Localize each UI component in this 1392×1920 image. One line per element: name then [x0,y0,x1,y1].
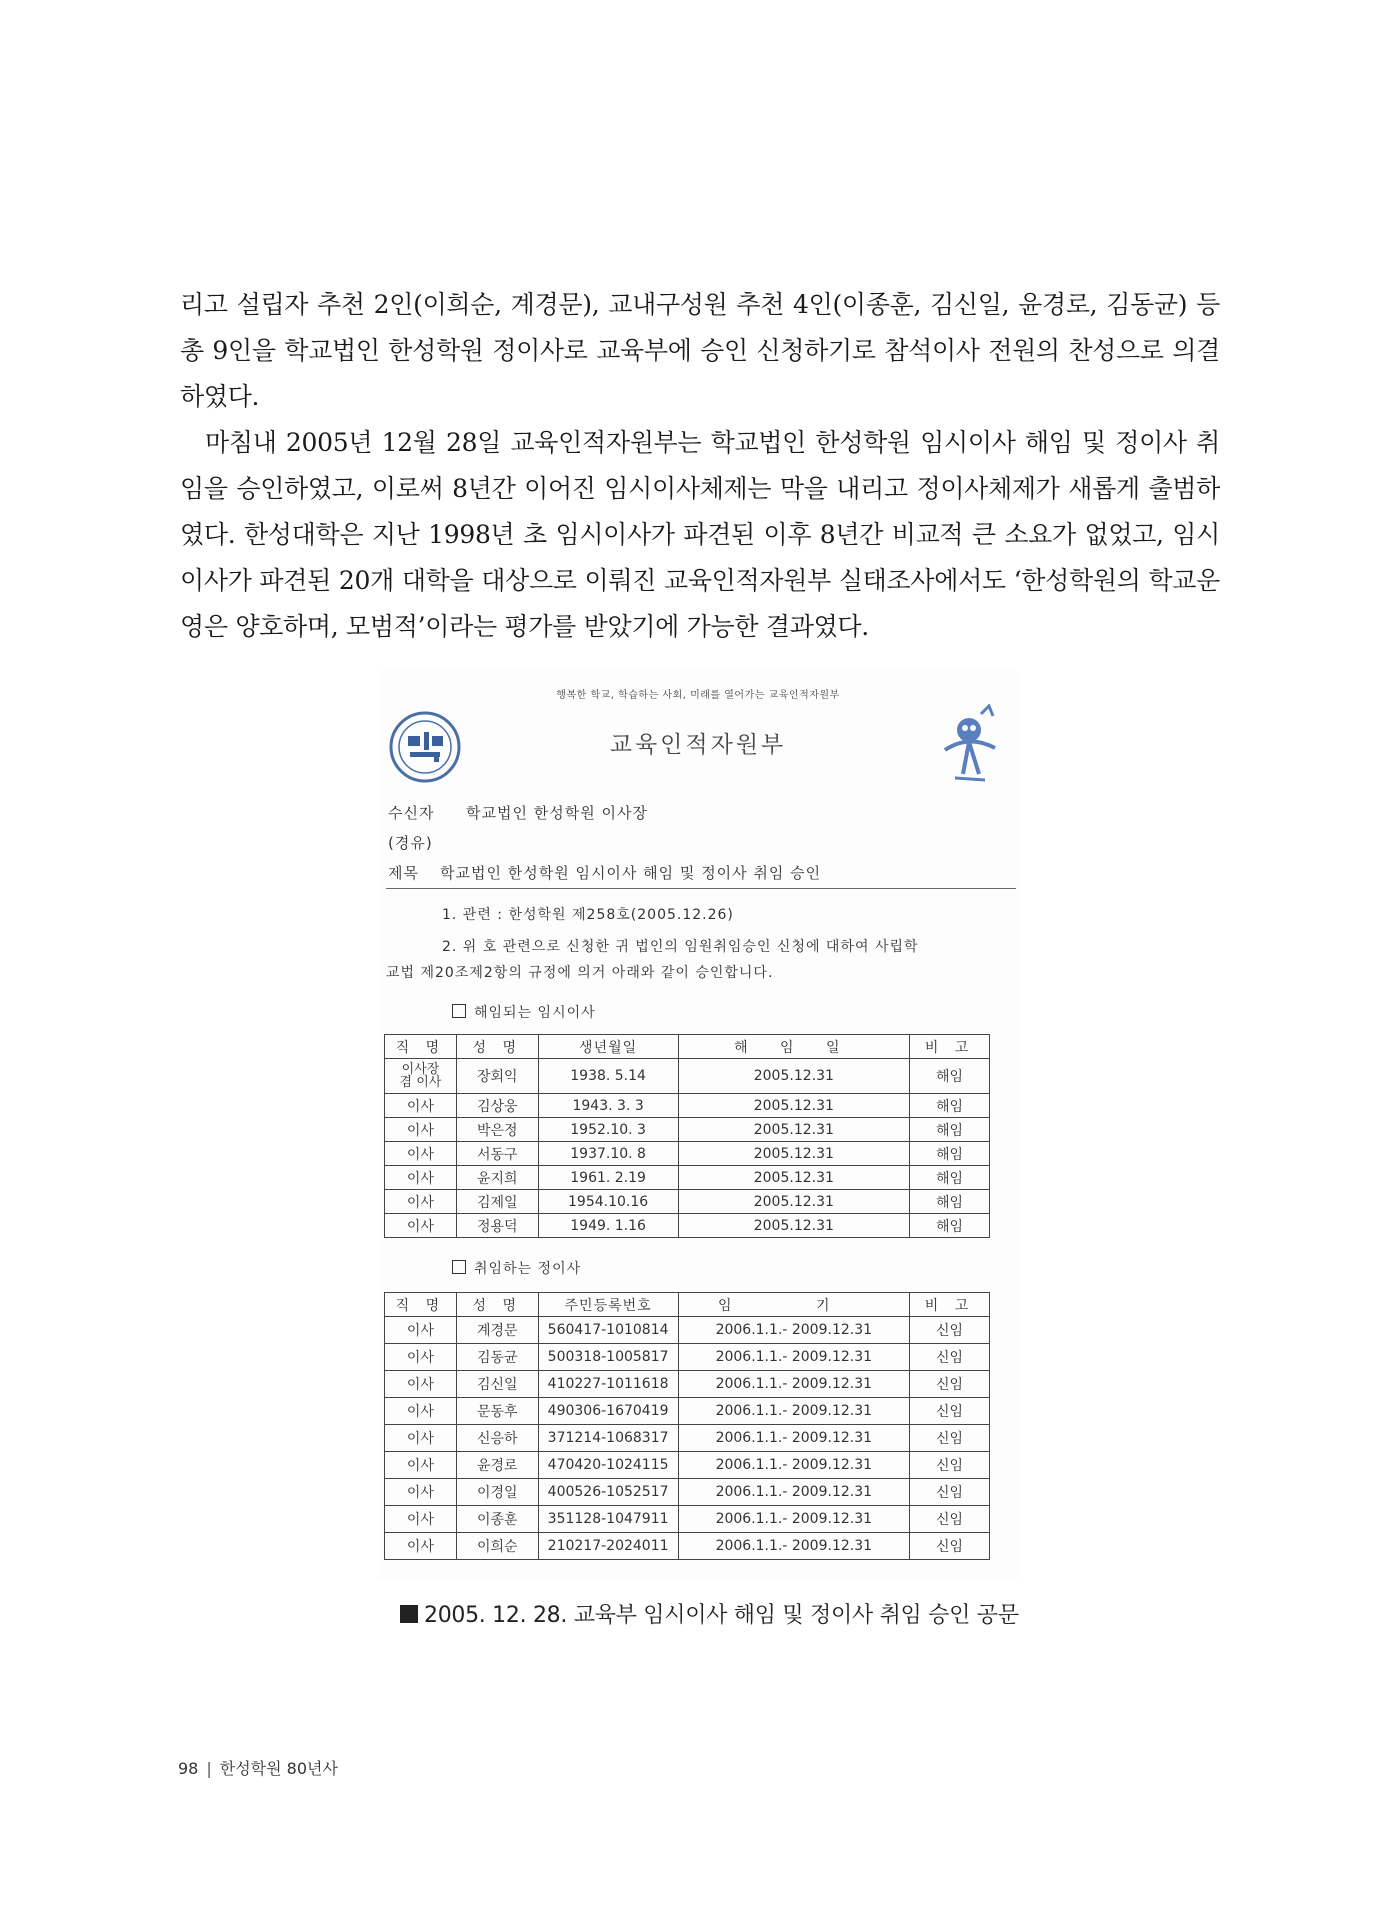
page-number: 98 [178,1759,199,1778]
table-row: 이사 서동구 1937.10. 8 2005.12.31 해임 [385,1142,990,1166]
checkbox-square-icon [452,1260,466,1274]
table-row: 이사 김상웅 1943. 3. 3 2005.12.31 해임 [385,1094,990,1118]
table-row: 이사 이희순 210217-2024011 2006.1.1.- 2009.12.31 신임 [385,1533,990,1560]
table-row: 이사 박은정 1952.10. 3 2005.12.31 해임 [385,1118,990,1142]
book-title: 한성학원 80년사 [219,1759,338,1778]
item-2-line-1: 2. 위 호 관련으로 신청한 귀 법인의 임원취임승인 신청에 대하여 사립학 [442,939,919,955]
item-2-line-2: 교법 제20조제2항의 규정에 의거 아래와 같이 승인합니다. [386,965,774,981]
checkbox-square-icon [452,1004,466,1018]
scanned-official-document [378,670,1018,1580]
paragraph-1: 리고 설립자 추천 2인(이희순, 계경문), 교내구성원 추천 4인(이종훈, 김신일, 윤경로, 김동균) 등 총 9인을 학교법인 한성학원 정이사로 교육부에 승인 신청하기로 참석이사 전원의 찬성으로 의결하였다. [180,290,1220,411]
recipient-line [388,802,648,823]
section-dismissed-title: 해임되는 임시이사 [452,1002,596,1022]
figure-caption: 2005. 12. 28. 교육부 임시이사 해임 및 정이사 취임 승인 공문 [400,1598,1020,1629]
subject-rule [386,888,1016,889]
footer-separator: | [206,1759,212,1778]
dismissed-directors-table [384,1034,990,1238]
table-header-row: 직 명 성 명 주민등록번호 임 기 비 고 [385,1293,990,1317]
table-row: 이사 윤경로 470420-1024115 2006.1.1.- 2009.12.31 신임 [385,1452,990,1479]
table-row: 이사 김제일 1954.10.16 2005.12.31 해임 [385,1190,990,1214]
ministry-name: 교육인적자원부 [609,732,787,758]
table-row: 이사 김신일 410227-1011618 2006.1.1.- 2009.12.31 신임 [385,1371,990,1398]
table-row: 이사 이경일 400526-1052517 2006.1.1.- 2009.12.31 신임 [385,1479,990,1506]
recipient-label: 수신자 [388,804,435,822]
subject-label: 제목 [388,864,419,882]
table-row: 이사장 겸 이사 장회익 1938. 5.14 2005.12.31 해임 [385,1059,990,1094]
table-row: 이사 신응하 371214-1068317 2006.1.1.- 2009.12.31 신임 [385,1425,990,1452]
table-row: 이사 윤지희 1961. 2.19 2005.12.31 해임 [385,1166,990,1190]
table-row: 이사 계경문 560417-1010814 2006.1.1.- 2009.12.31 신임 [385,1317,990,1344]
item-1: 1. 관련 : 한성학원 제258호(2005.12.26) [442,907,734,923]
recipient-value: 학교법인 한성학원 이사장 [466,804,648,822]
subject-value: 학교법인 한성학원 임시이사 해임 및 정이사 취임 승인 [440,864,822,882]
paragraph-2: 마침내 2005년 12월 28일 교육인적자원부는 학교법인 한성학원 임시이사 해임 및 정이사 취임을 승인하였고, 이로써 8년간 이어진 임시이사체제는 막을 내리고 정이사체제가 새롭게 출범하였다. 한성대학은 지난 1998년 초 임시이사가 파견된 이후 8년간 비교적 큰 소요가 없었고, 임시이사가 파견된 20개 대학을 대상으로 이뤄진 교육인적자원부 실태조사에서도 ‘한성학원의 학교운영은 양호하며, 모범적’이라는 평가를 받았기에 가능한 결과였다. [180,428,1220,641]
table-row: 이사 김동균 500318-1005817 2006.1.1.- 2009.12.31 신임 [385,1344,990,1371]
body-text [180,282,1220,650]
black-square-icon [400,1605,418,1623]
section-appointed-title: 취임하는 정이사 [452,1258,581,1278]
subject-line [388,862,821,883]
table-row: 이사 정용덕 1949. 1.16 2005.12.31 해임 [385,1214,990,1238]
appointed-directors-table [384,1292,990,1560]
table-header-row: 직 명 성 명 생년월일 해 임 일 비 고 [385,1035,990,1059]
mascot-icon [933,704,1013,794]
table-row: 이사 문동후 490306-1670419 2006.1.1.- 2009.12.31 신임 [385,1398,990,1425]
document-slogan: 행복한 학교, 학습하는 사회, 미래를 열어가는 교육인적자원부 [556,690,840,701]
table-row: 이사 이종훈 351128-1047911 2006.1.1.- 2009.12.31 신임 [385,1506,990,1533]
page-footer [178,1756,338,1779]
via-line: (경유) [388,834,433,852]
